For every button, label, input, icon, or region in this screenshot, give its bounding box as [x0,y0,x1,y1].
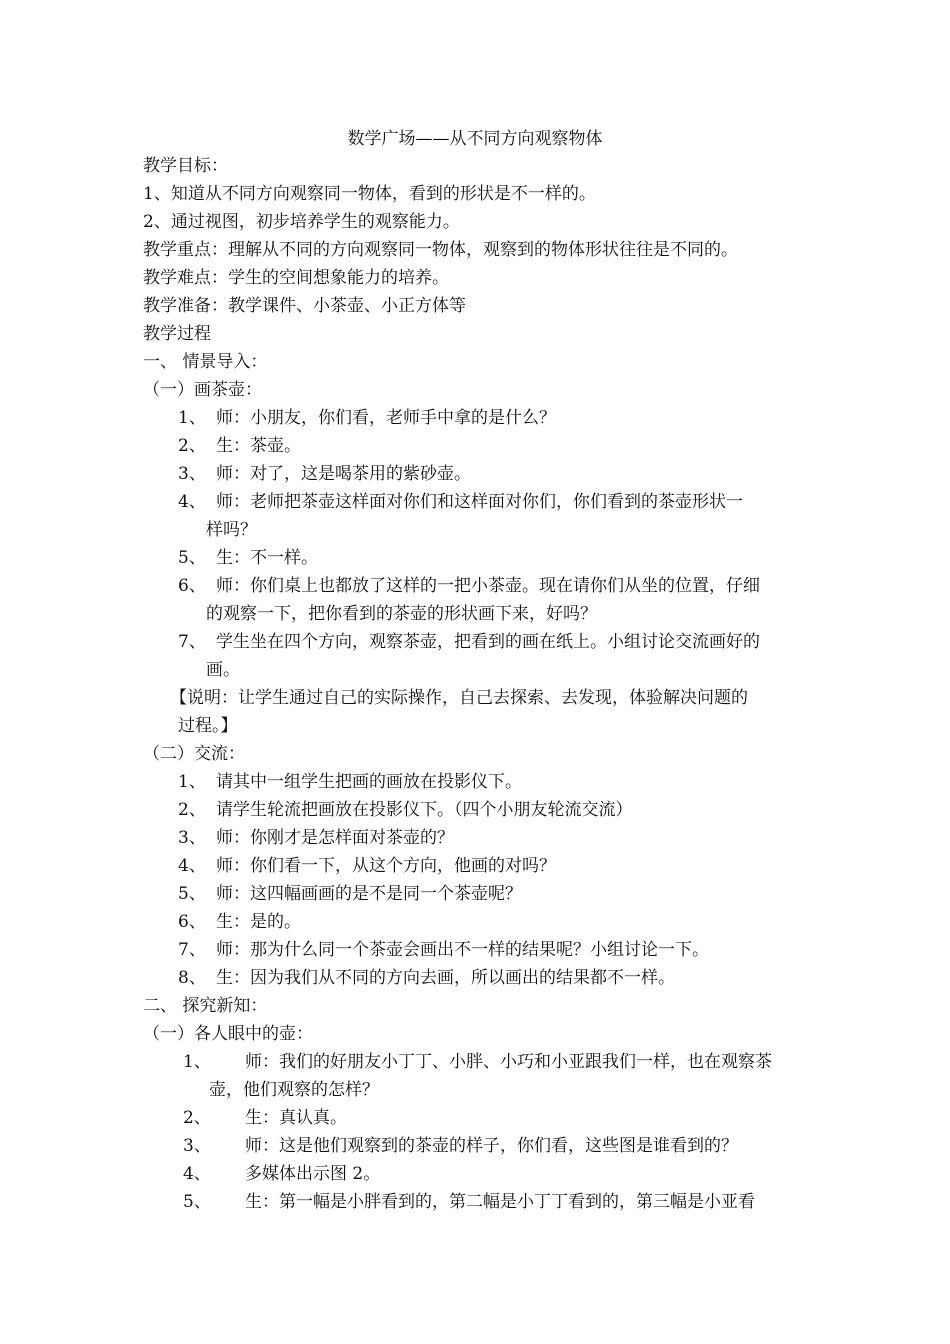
document-title: 数学广场——从不同方向观察物体 [347,129,603,149]
item-text: 请其中一组学生把画的画放在投影仪下。 [216,772,522,792]
item-text: 师：对了，这是喝茶用的紫砂壶。 [216,464,471,484]
item-number: 1、 [178,408,206,428]
item-number: 6、 [178,912,206,932]
section1-heading: 一、 情景导入： [143,352,268,372]
section1-part1-heading: （一）画茶壶： [143,380,262,400]
item-number: 5、 [178,548,206,568]
list-item [178,544,318,572]
list-item [178,572,760,600]
item-number: 3、 [183,1136,211,1156]
list-item [178,796,633,824]
note: 【说明：让学生通过自己的实际操作，自己去探索、去发现，体验解决问题的 [170,688,748,708]
note-continuation: 过程。】 [178,716,238,736]
item-number: 7、 [178,940,206,960]
item-number: 3、 [178,464,206,484]
list-item [178,768,522,796]
item-text: 请学生轮流把画放在投影仪下。（四个小朋友轮流交流） [216,800,633,820]
item-continuation: 的观察一下，把你看到的茶壶的形状画下来，好吗？ [206,604,597,624]
item-continuation: 画。 [206,660,240,680]
item-text: 师：这是他们观察到的茶壶的样子，你们看，这些图是谁看到的？ [245,1136,738,1156]
item-number: 2、 [178,436,206,456]
item-number: 5、 [178,884,206,904]
list-item [178,488,743,516]
item-text: 师：我们的好朋友小丁丁、小胖、小巧和小亚跟我们一样，也在观察茶 [245,1052,772,1072]
item-text: 生：茶壶。 [216,436,301,456]
list-item [183,1188,755,1216]
section1-part2-heading: （二）交流： [143,744,245,764]
goal-item-1: 1、知道从不同方向观察同一物体，看到的形状是不一样的。 [143,184,596,204]
item-number: 7、 [178,632,206,652]
item-text: 师：小朋友，你们看，老师手中拿的是什么？ [216,408,556,428]
list-item [178,936,709,964]
item-text: 师：老师把茶壶这样面对你们和这样面对你们，你们看到的茶壶形状一 [216,492,743,512]
key-point: 教学重点：理解从不同的方向观察同一物体，观察到的物体形状往往是不同的。 [143,240,738,260]
item-text: 生：是的。 [216,912,301,932]
item-text: 生：不一样。 [216,548,318,568]
list-item [183,1132,738,1160]
item-number: 1、 [183,1052,211,1072]
list-item [178,852,556,880]
item-number: 4、 [178,492,206,512]
goal-item-2: 2、通过视图，初步培养学生的观察能力。 [143,212,460,232]
difficulty: 教学难点：学生的空间想象能力的培养。 [143,268,449,288]
list-item [178,908,301,936]
list-item [178,880,522,908]
item-continuation: 样吗？ [206,520,257,540]
item-number: 3、 [178,828,206,848]
list-item [178,432,301,460]
item-text: 生：真认真。 [245,1108,347,1128]
list-item [183,1160,380,1188]
item-number: 8、 [178,968,206,988]
item-text: 师：那为什么同一个茶壶会画出不一样的结果呢？小组讨论一下。 [216,940,709,960]
item-number: 4、 [178,856,206,876]
item-text: 师：你刚才是怎样面对茶壶的？ [216,828,454,848]
item-text: 学生坐在四个方向，观察茶壶，把看到的画在纸上。小组讨论交流画好的 [216,632,760,652]
item-text: 多媒体出示图 2。 [245,1164,381,1184]
list-item [178,964,675,992]
process-heading: 教学过程 [143,324,211,344]
item-text: 师：你们看一下，从这个方向，他画的对吗？ [216,856,556,876]
item-number: 1、 [178,772,206,792]
item-text: 生：因为我们从不同的方向去画，所以画出的结果都不一样。 [216,968,675,988]
item-text: 师：你们桌上也都放了这样的一把小茶壶。现在请你们从坐的位置，仔细 [216,576,760,596]
item-number: 4、 [183,1164,211,1184]
item-text: 师：这四幅画画的是不是同一个茶壶呢？ [216,884,522,904]
list-item [178,824,454,852]
goal-heading: 教学目标： [143,156,228,176]
list-item [178,460,471,488]
item-number: 6、 [178,576,206,596]
list-item [183,1104,347,1132]
item-number: 5、 [183,1192,211,1212]
list-item [178,404,556,432]
section2-heading: 二、 探究新知： [143,996,268,1016]
list-item [183,1048,772,1076]
item-number: 2、 [178,800,206,820]
list-item [178,628,760,656]
section2-part1-heading: （一）各人眼中的壶： [143,1024,313,1044]
item-number: 2、 [183,1108,211,1128]
item-text: 生：第一幅是小胖看到的，第二幅是小丁丁看到的，第三幅是小亚看 [245,1192,755,1212]
item-continuation: 壶，他们观察的怎样？ [209,1080,379,1100]
preparation: 教学准备：教学课件、小茶壶、小正方体等 [143,296,466,316]
